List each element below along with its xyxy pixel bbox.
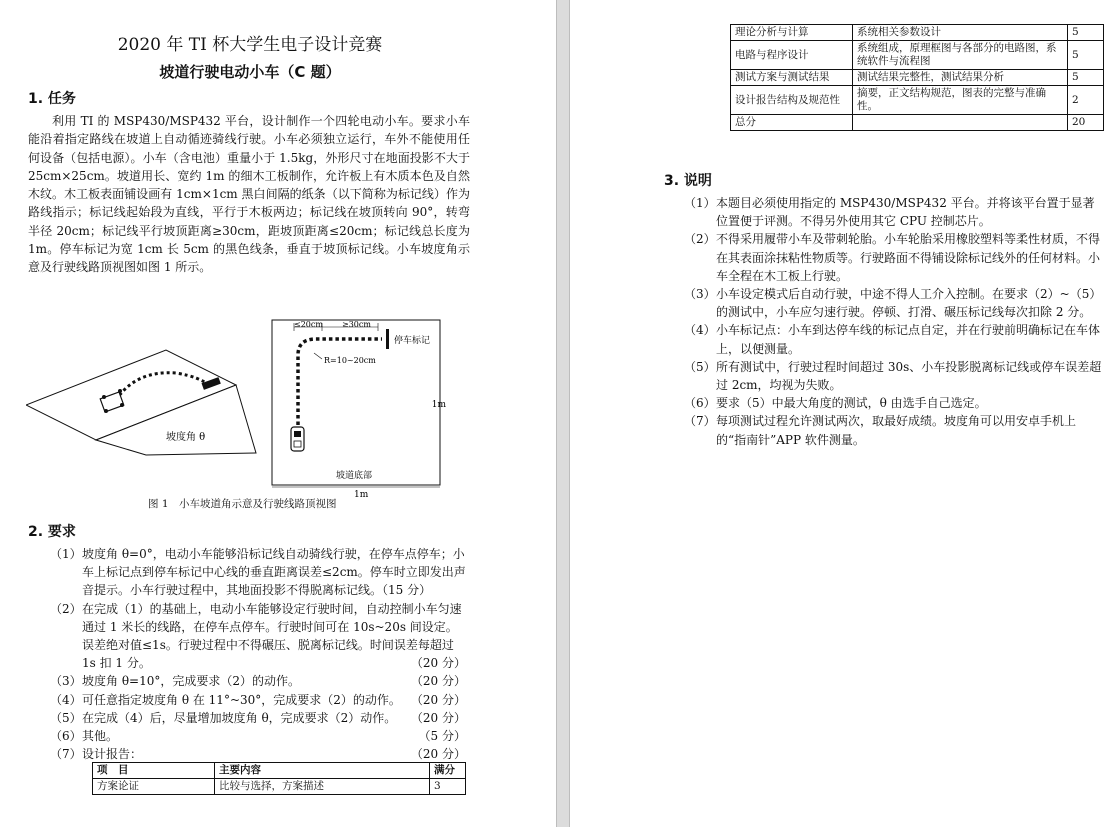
figure-1: [26, 315, 446, 515]
document-title: 2020 年 TI 杯大学生电子设计竞赛: [117, 35, 383, 55]
requirement-item: （7） 设计报告： （20 分）: [50, 747, 466, 762]
page-right: [570, 0, 1112, 827]
stop-mark: [386, 329, 389, 349]
requirement-item: （5） 在完成（4）后，尽量增加坡度角 θ，完成要求（2）动作。 （20 分）: [50, 710, 466, 725]
table-row: 方案论证 比较与选择，方案描述 3: [93, 779, 466, 795]
notes-list: [684, 194, 1104, 449]
table-row: 测试方案与测试结果 测试结果完整性，测试结果分析 5: [731, 70, 1104, 86]
section-heading-notes: 3. 说明: [664, 173, 712, 189]
bottom-label: 坡道底部: [336, 471, 373, 481]
requirement-item: （3） 坡度角 θ=10°，完成要求（2）的动作。 （20 分）: [50, 674, 466, 689]
slope-angle-label: 坡度角 θ: [166, 432, 206, 443]
page-gutter: [556, 0, 570, 827]
stop-label: 停车标记: [394, 336, 431, 346]
table-header-row: 项 目 主要内容 满分: [93, 763, 466, 779]
requirement-item: （6） 其他。 （5 分）: [50, 729, 466, 744]
note-item: （1） 本题目必须使用指定的 MSP430/MSP432 平台。并将该平台置于显著位置便于评测。不得另外使用其它 CPU 控制芯片。: [684, 196, 1095, 229]
document-subtitle: 坡道行驶电动小车（C 题）: [159, 63, 341, 81]
bottom-dim-label: 1m: [354, 490, 369, 500]
radius-label: R=10~20cm: [324, 356, 376, 365]
table-row-total: 总分 20: [731, 115, 1104, 131]
note-item: （2） 不得采用履带小车及带刺轮胎。小车轮胎采用橡胶塑料等柔性材质，不得在其表面涂抹粘性物质等。行驶路面不得铺设除标记线外的任何材料。小车全程在木工板上行驶。: [684, 232, 1101, 283]
report-table-part-1: [92, 762, 466, 795]
side-length-label: 1m: [431, 400, 446, 410]
note-item: （4） 小车标记点：小车到达停车线的标记点自定，并在行驶前明确标记在车体上，以便测量。: [684, 323, 1101, 356]
car-icon: [291, 427, 304, 451]
table-row: 理论分析与计算 系统相关参数设计 5: [731, 25, 1104, 41]
note-item: （7） 每项测试过程允许测试两次，取最好成绩。坡度角可以用安卓手机上的“指南针”APP 软件测量。: [684, 414, 1077, 447]
section-heading-requirements: 2. 要求: [28, 524, 76, 540]
table-row: 电路与程序设计 系统组成，原理框图与各部分的电路图，系统软件与流程图 5: [731, 41, 1104, 70]
dim-top-right: ≥30cm: [342, 320, 371, 329]
report-table-part-2: [730, 24, 1104, 131]
table-row: 设计报告结构及规范性 摘要，正文结构规范，图表的完整与准确性。 2: [731, 86, 1104, 115]
requirement-item: （4） 可任意指定坡度角 θ 在 11°~30°，完成要求（2）的动作。 （20 分）: [50, 692, 466, 707]
note-item: （3） 小车设定模式后自动行驶，中途不得人工介入控制。在要求（2）~（5）的测试中，小车应匀速行驶。停顿、打滑、碾压标记线每次扣除 2 分。: [684, 287, 1102, 320]
requirement-item: （1） 坡度角 θ=0°，电动小车能够沿标记线自动骑线行驶，在停车点停车；小车上标记点到停车标记中心线的垂直距离误差≤2cm。停车时立即发出声音提示。小车行驶过程中，其地面投影不得脱离标记线。（15 分）: [50, 547, 466, 598]
task-paragraph: 利用 TI 的 MSP430/MSP432 平台，设计制作一个四轮电动小车。要求小车能沿着指定路线在坡道上自动循迹骑线行驶。小车必须独立运行，车外不能使用任何设备（包括电源）。小车（含电池）重量小于 1.5kg，外形尺寸在地面投影不大于 25cm×25cm。坡道用长、宽约 1m 的细木工板制作，允许板上有木质本色及自然木纹。木工板表面铺设画有 1cm×1cm 黑白间隔的纸条（以下简称为标记线）作为路线指示；标记线起始段为直线，平行于木板两边；标记线在坡顶转向 90°，转弯半径 20cm；标记线平行坡顶距离≥30cm，距坡顶距离≤20cm；标记线总长度为 1m。停车标记为宽 1cm 长 5cm 的黑色线条，垂直于坡顶标记线。小车坡度角示意及行驶线路顶视图如图 1 所示。: [28, 114, 470, 275]
note-item: （5） 所有测试中，行驶过程时间超过 30s、小车投影脱离标记线或停车误差超过 2cm，均视为失败。: [684, 359, 1102, 393]
figure-1-drawing: [26, 315, 446, 500]
requirement-item: （2） 在完成（1）的基础上，电动小车能够设定行驶时间，自动控制小车匀速通过 1 米长的线路，在停车点停车。行驶时间可在 10s~20s 间设定。误差绝对值≤1s。行驶过程中不得碾压、脱离标记线。时间误差每超过 1s 扣 1 分。 （20 分）: [50, 601, 466, 671]
section-heading-task: 1. 任务: [28, 91, 76, 107]
note-item: （6） 要求（5）中最大角度的测试，θ 由选手自己选定。: [684, 396, 987, 411]
dim-top-left: ≤20cm: [294, 320, 323, 329]
figure-caption: 图 1 小车坡道角示意及行驶线路顶视图: [148, 498, 337, 510]
requirements-list: [50, 545, 466, 763]
